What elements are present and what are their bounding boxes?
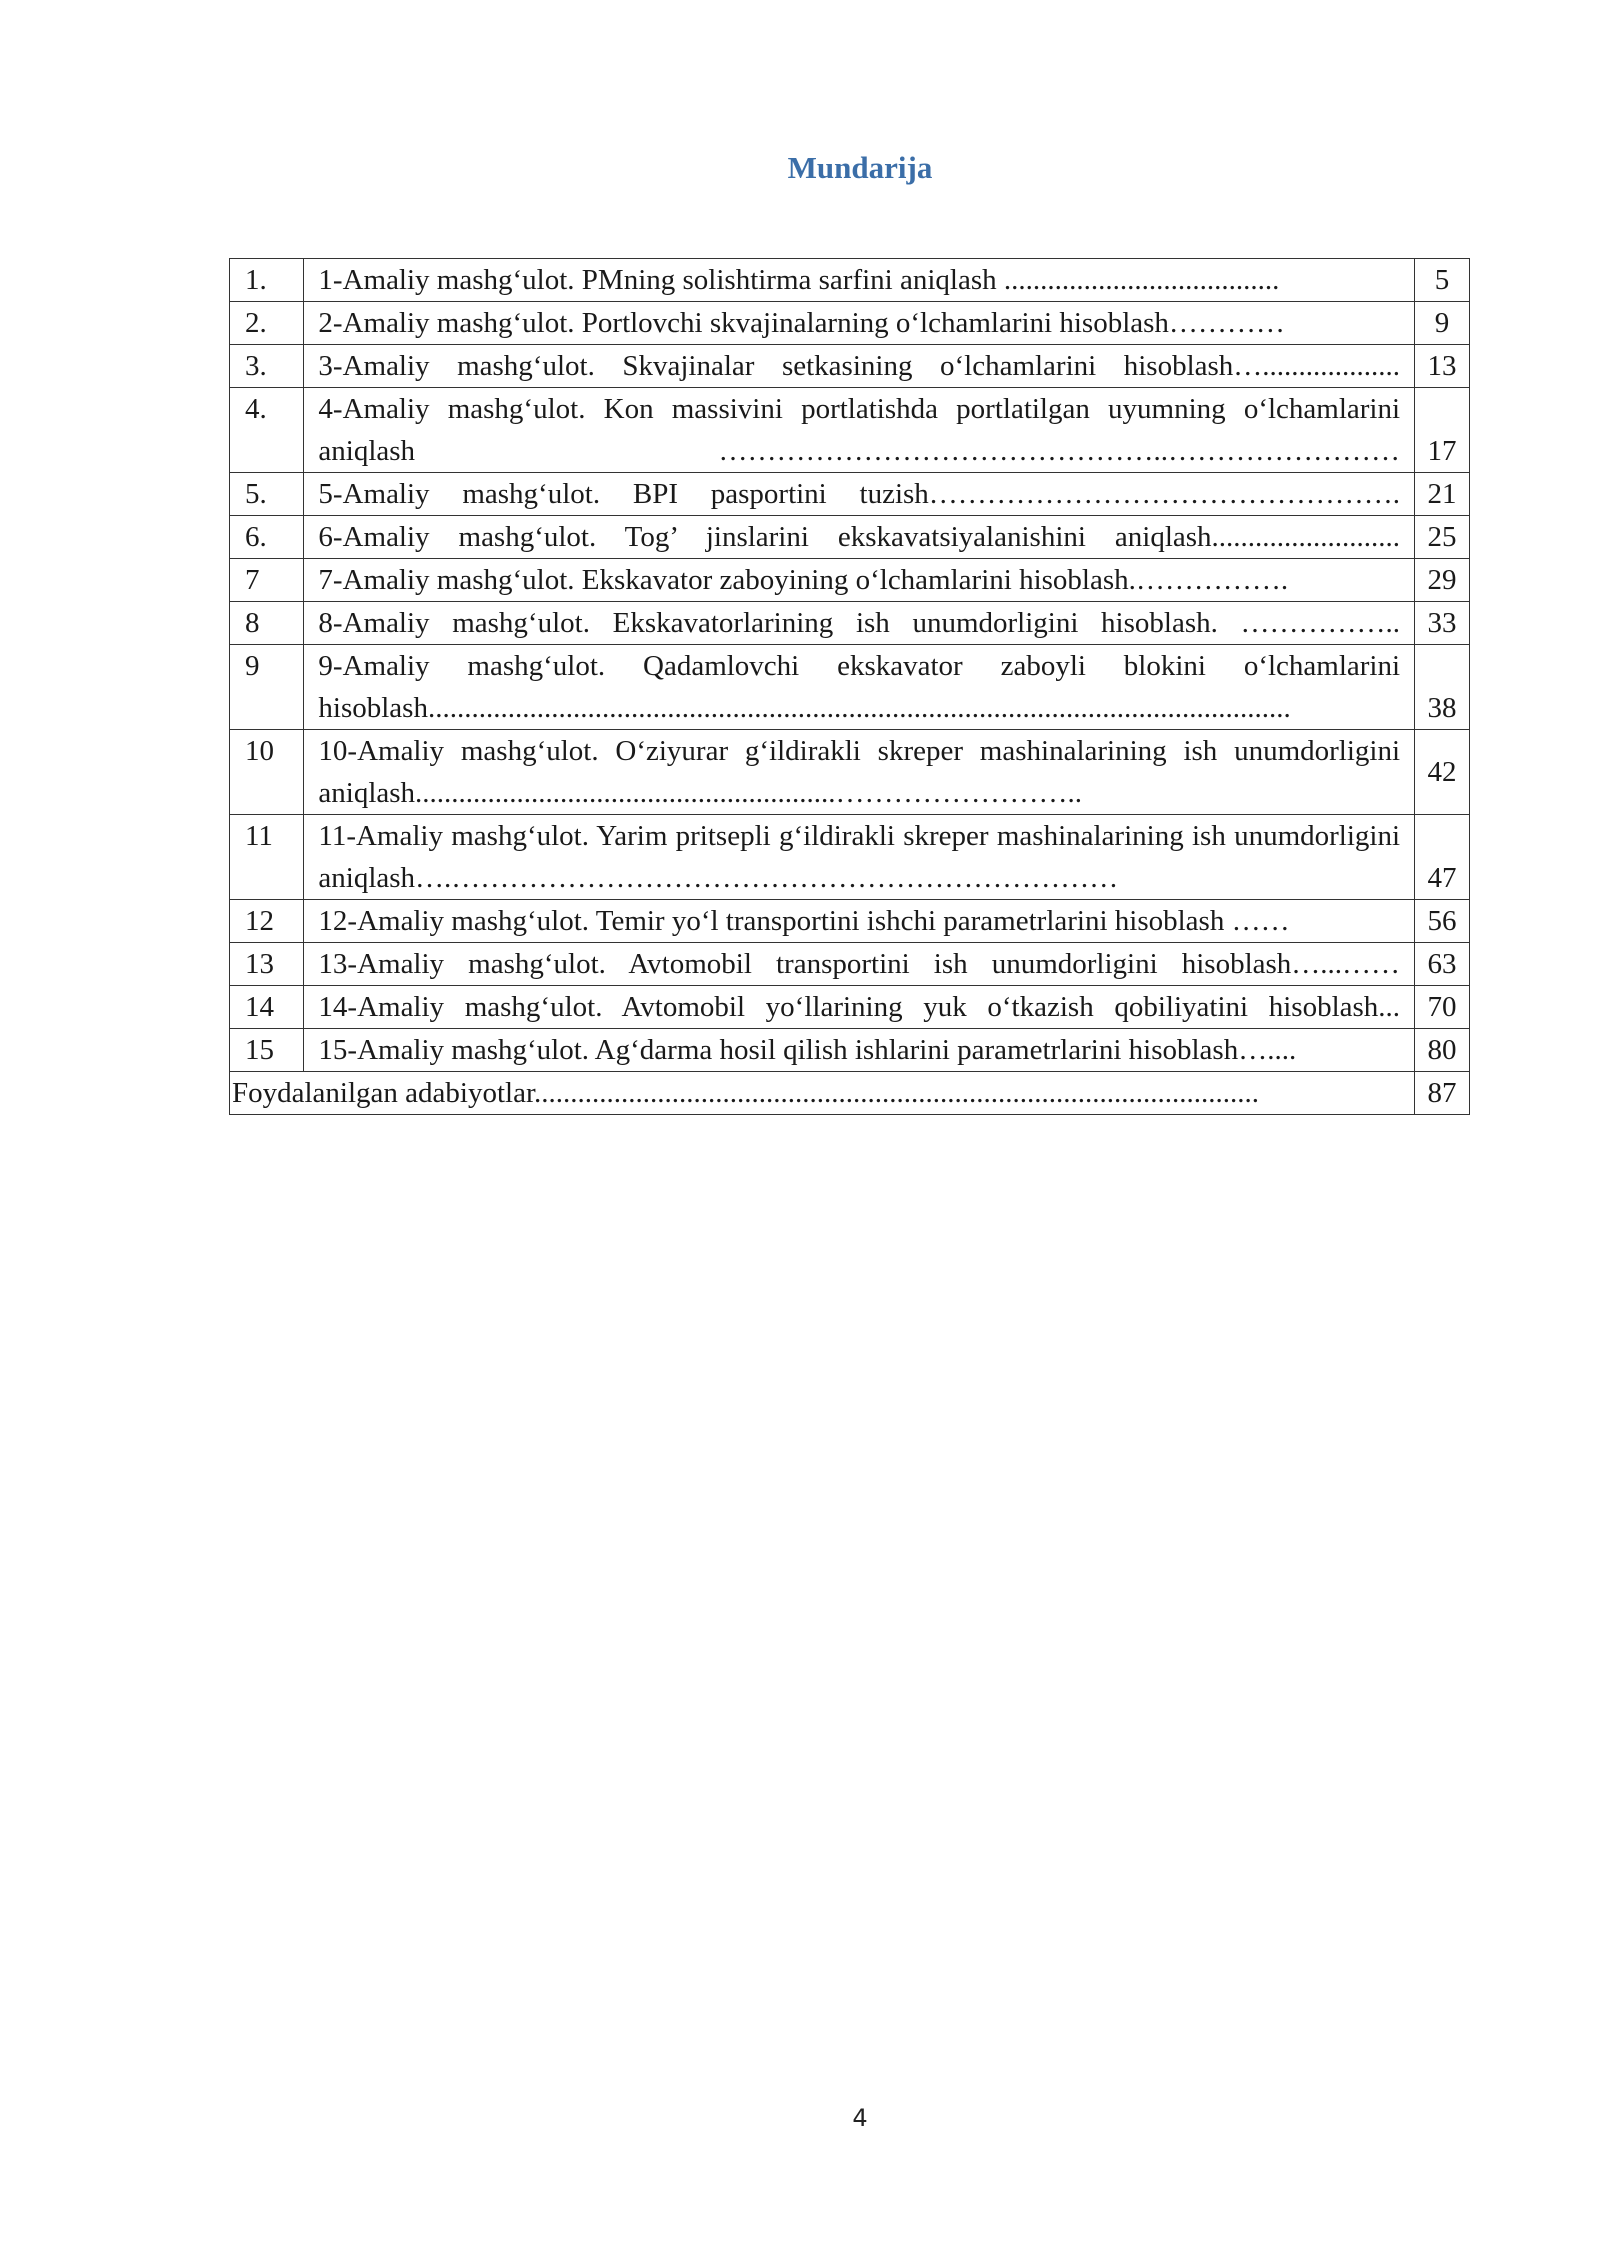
toc-row-title: 1-Amaliy mashg‘ulot. PMning solishtirma sarfini aniqlash ...................................... bbox=[304, 259, 1415, 302]
toc-row-page: 13 bbox=[1415, 345, 1470, 388]
toc-row bbox=[230, 388, 1470, 473]
toc-row bbox=[230, 730, 1470, 815]
references-page: 87 bbox=[1415, 1072, 1470, 1115]
toc-row bbox=[230, 645, 1470, 730]
toc-row-title: 9-Amaliy mashg‘ulot. Qadamlovchi ekskavator zaboyli blokini o‘lchamlarini hisoblash....................................................................................................................... bbox=[304, 645, 1415, 730]
toc-row-number: 4. bbox=[230, 388, 304, 473]
toc-row-number: 13 bbox=[230, 943, 304, 986]
toc-row-title: 8-Amaliy mashg‘ulot. Ekskavatorlarining ish unumdorligini hisoblash. …………….. bbox=[304, 602, 1415, 645]
toc-footer-row bbox=[230, 1072, 1470, 1115]
toc-row-number: 5. bbox=[230, 473, 304, 516]
toc-row-page: 80 bbox=[1415, 1029, 1470, 1072]
toc-row-number: 11 bbox=[230, 815, 304, 900]
toc-row bbox=[230, 815, 1470, 900]
toc-row-title: 15-Amaliy mashg‘ulot. Ag‘darma hosil qilish ishlarini parametrlarini hisoblash….... bbox=[304, 1029, 1415, 1072]
toc-row bbox=[230, 602, 1470, 645]
toc-row-page: 63 bbox=[1415, 943, 1470, 986]
toc-row-page: 70 bbox=[1415, 986, 1470, 1029]
toc-row-title: 13-Amaliy mashg‘ulot. Avtomobil transportini ish unumdorligini hisoblash…...…… bbox=[304, 943, 1415, 986]
toc-row-page: 5 bbox=[1415, 259, 1470, 302]
toc-row-title: 4-Amaliy mashg‘ulot. Kon massivini portlatishda portlatilgan uyumning o‘lchamlarini aniqlash ………………………………………..…………………… bbox=[304, 388, 1415, 473]
toc-row-title: 2-Amaliy mashg‘ulot. Portlovchi skvajinalarning o‘lchamlarini hisoblash………… bbox=[304, 302, 1415, 345]
toc-row bbox=[230, 943, 1470, 986]
toc-row-page: 47 bbox=[1415, 815, 1470, 900]
toc-row-title: 10-Amaliy mashg‘ulot. O‘ziyurar g‘ildirakli skreper mashinalarining ish unumdorligini aniqlash..........................................................…………………….. bbox=[304, 730, 1415, 815]
toc-row-number: 10 bbox=[230, 730, 304, 815]
toc-row bbox=[230, 900, 1470, 943]
toc-row bbox=[230, 259, 1470, 302]
toc-row-number: 12 bbox=[230, 900, 304, 943]
toc-row-number: 6. bbox=[230, 516, 304, 559]
toc-row bbox=[230, 1029, 1470, 1072]
toc-row-title: 3-Amaliy mashg‘ulot. Skvajinalar setkasining o‘lchamlarini hisoblash…................... bbox=[304, 345, 1415, 388]
toc-row-page: 9 bbox=[1415, 302, 1470, 345]
toc-row bbox=[230, 516, 1470, 559]
toc-row bbox=[230, 986, 1470, 1029]
toc-row-title: 14-Amaliy mashg‘ulot. Avtomobil yo‘llarining yuk o‘tkazish qobiliyatini hisoblash... bbox=[304, 986, 1415, 1029]
toc-row-number: 9 bbox=[230, 645, 304, 730]
toc-row-page: 33 bbox=[1415, 602, 1470, 645]
references-title: Foydalanilgan adabiyotlar.................................................................................................... bbox=[230, 1072, 1415, 1115]
toc-row-page: 29 bbox=[1415, 559, 1470, 602]
toc-row-title: 12-Amaliy mashg‘ulot. Temir yo‘l transportini ishchi parametrlarini hisoblash …… bbox=[304, 900, 1415, 943]
toc-row-page: 42 bbox=[1415, 730, 1470, 815]
toc-row-page: 56 bbox=[1415, 900, 1470, 943]
table-of-contents bbox=[229, 258, 1470, 1115]
toc-row-number: 7 bbox=[230, 559, 304, 602]
toc-row bbox=[230, 345, 1470, 388]
toc-row-title: 5-Amaliy mashg‘ulot. BPI pasportini tuzish…………………………………………. bbox=[304, 473, 1415, 516]
toc-row-title: 11-Amaliy mashg‘ulot. Yarim pritsepli g‘ildirakli skreper mashinalarining ish unumdorligini aniqlash….…………………………………………………………… bbox=[304, 815, 1415, 900]
toc-row bbox=[230, 302, 1470, 345]
document-title: Mundarija bbox=[787, 150, 933, 185]
toc-row-title: 7-Amaliy mashg‘ulot. Ekskavator zaboyining o‘lchamlarini hisoblash.……………. bbox=[304, 559, 1415, 602]
toc-row-number: 1. bbox=[230, 259, 304, 302]
toc-row-title: 6-Amaliy mashg‘ulot. Tog’ jinslarini ekskavatsiyalanishini aniqlash.......................... bbox=[304, 516, 1415, 559]
toc-row-page: 25 bbox=[1415, 516, 1470, 559]
page-number: 4 bbox=[852, 2104, 868, 2132]
toc-row-number: 8 bbox=[230, 602, 304, 645]
toc-row-number: 2. bbox=[230, 302, 304, 345]
toc-row-page: 38 bbox=[1415, 645, 1470, 730]
toc-row-number: 15 bbox=[230, 1029, 304, 1072]
toc-row-number: 14 bbox=[230, 986, 304, 1029]
toc-row bbox=[230, 473, 1470, 516]
toc-row bbox=[230, 559, 1470, 602]
toc-row-page: 21 bbox=[1415, 473, 1470, 516]
toc-row-page: 17 bbox=[1415, 388, 1470, 473]
toc-row-number: 3. bbox=[230, 345, 304, 388]
